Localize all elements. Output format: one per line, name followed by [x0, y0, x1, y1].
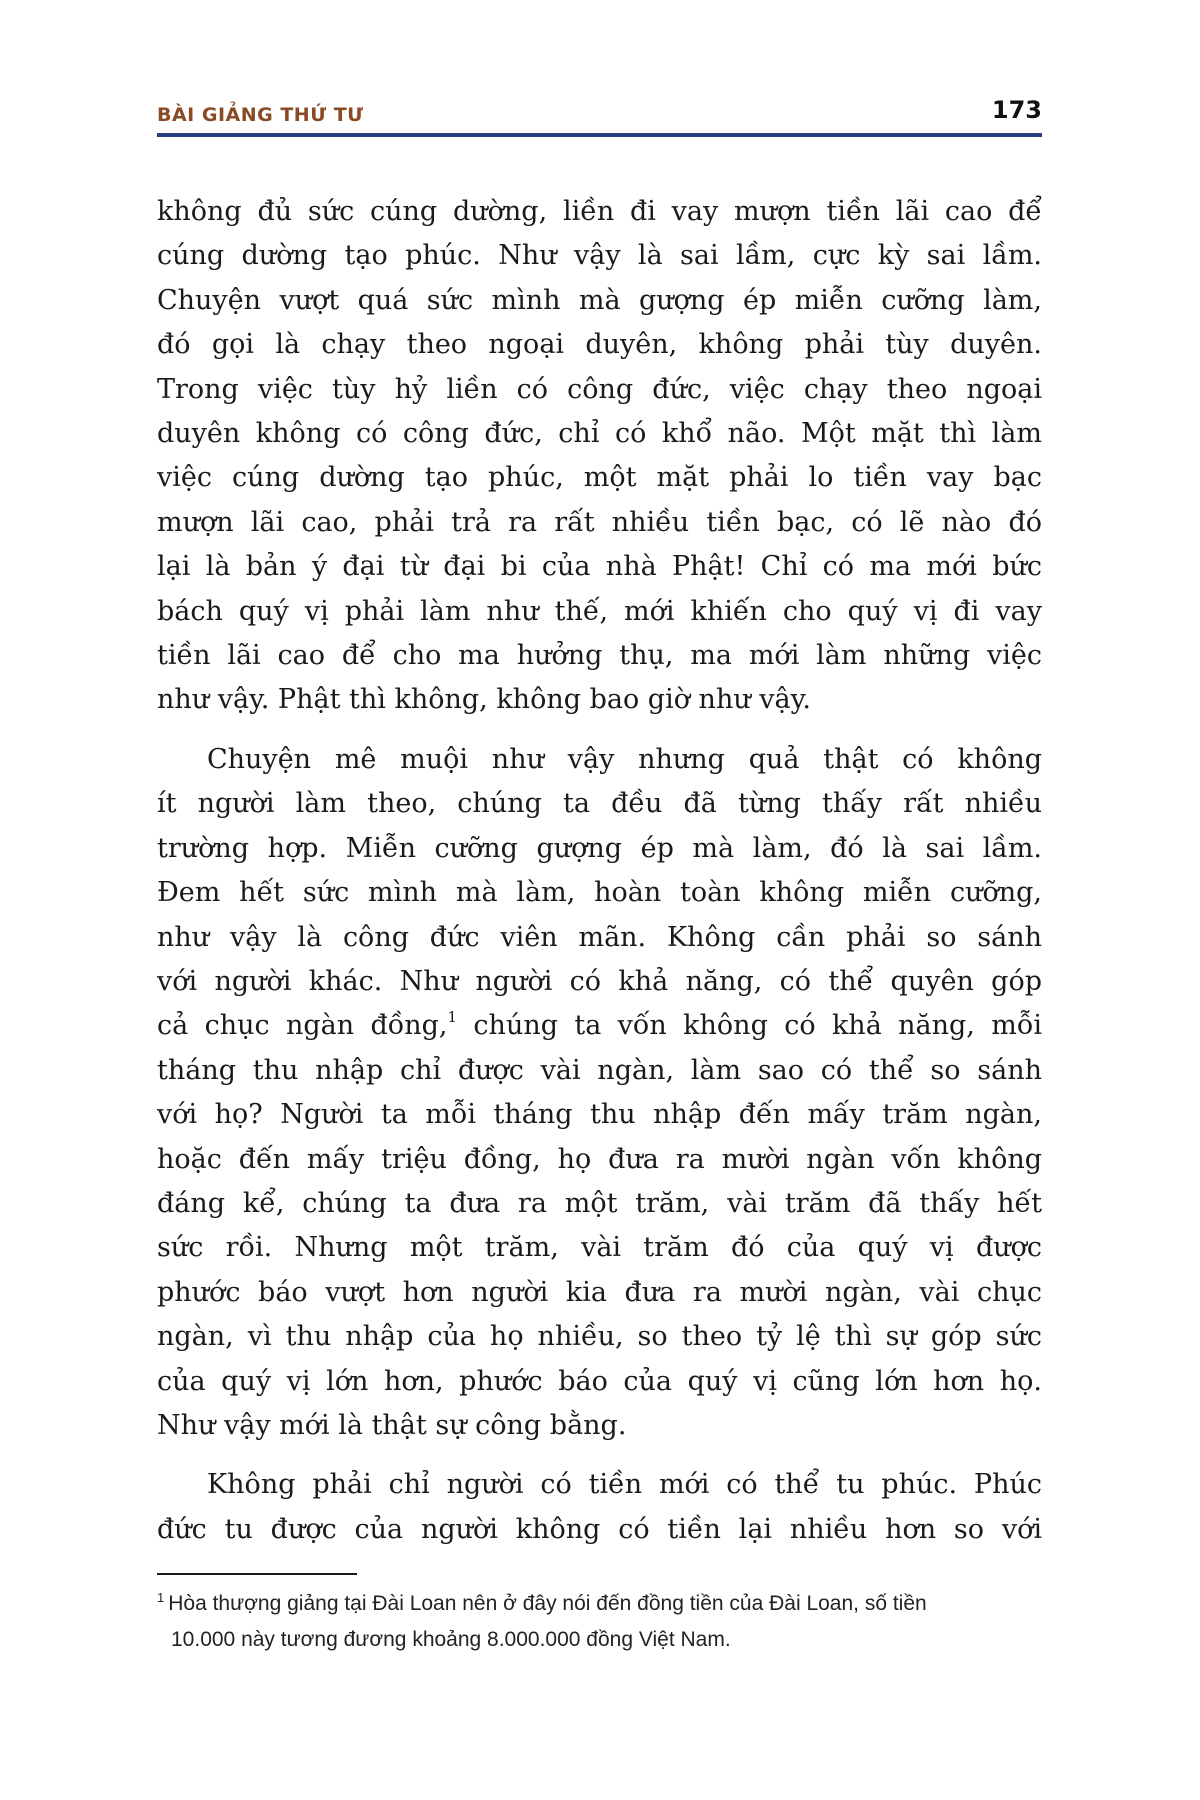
text-line: như vậy. Phật thì không, không bao giờ như vậy. — [157, 684, 811, 716]
text-line: Đem hết sức mình mà làm, hoàn toàn không miễn cưỡng, — [157, 877, 1042, 909]
text-line: với người khác. Như người có khả năng, có thể quyên góp — [157, 965, 1042, 997]
text-line-with-footnote — [157, 1004, 1042, 1048]
text-line: của quý vị lớn hơn, phước báo của quý vị cũng lớn hơn họ. — [157, 1365, 1042, 1397]
text-line: lại là bản ý đại từ đại bi của nhà Phật! Chỉ có ma mới bức — [157, 551, 1042, 583]
text-fragment: cả chục ngàn đồng, — [157, 1010, 448, 1042]
text-line: đó gọi là chạy theo ngoại duyên, không phải tùy duyên. — [157, 329, 1042, 361]
chapter-title: BÀI GIẢNG THỨ TƯ — [157, 104, 364, 126]
text-fragment: chúng ta vốn không có khả năng, mỗi — [457, 1010, 1042, 1042]
footnote-number: 1 — [157, 1590, 165, 1605]
footnote-line — [157, 1586, 1042, 1622]
text-line: đáng kể, chúng ta đưa ra một trăm, vài trăm đã thấy hết — [157, 1187, 1042, 1219]
text-line: ít người làm theo, chúng ta đều đã từng thấy rất nhiều — [157, 788, 1042, 820]
text-line: Chuyện vượt quá sức mình mà gượng ép miễn cưỡng làm, — [157, 284, 1042, 316]
text-line: bách quý vị phải làm như thế, mới khiến cho quý vị đi vay — [157, 595, 1042, 627]
text-line: Trong việc tùy hỷ liền có công đức, việc chạy theo ngoại — [157, 373, 1042, 405]
text-line: đức tu được của người không có tiền lại nhiều hơn so với — [157, 1513, 1042, 1545]
footnote-line: 10.000 này tương đương khoảng 8.000.000 đồng Việt Nam. — [171, 1628, 731, 1651]
text-line: việc cúng dường tạo phúc, một mặt phải lo tiền vay bạc — [157, 462, 1042, 494]
footnote-text: Hòa thượng giảng tại Đài Loan nên ở đây nói đến đồng tiền của Đài Loan, số tiền — [168, 1592, 927, 1615]
text-line: cúng dường tạo phúc. Như vậy là sai lầm, cực kỳ sai lầm. — [157, 240, 1042, 272]
text-line: tiền lãi cao để cho ma hưởng thụ, ma mới làm những việc — [157, 640, 1042, 672]
paragraph-1 — [157, 190, 1042, 723]
text-line: sức rồi. Nhưng một trăm, vài trăm đó của quý vị được — [157, 1232, 1042, 1264]
text-line: Không phải chỉ người có tiền mới có thể tu phúc. Phúc — [207, 1469, 1042, 1501]
paragraph-2 — [157, 738, 1042, 1449]
paragraph-3 — [157, 1463, 1042, 1552]
text-line: phước báo vượt hơn người kia đưa ra mười ngàn, vài chục — [157, 1276, 1042, 1308]
text-line: ngàn, vì thu nhập của họ nhiều, so theo tỷ lệ thì sự góp sức — [157, 1321, 1042, 1353]
footnote-separator — [157, 1573, 357, 1575]
header-rule — [157, 133, 1042, 137]
text-line: như vậy là công đức viên mãn. Không cần phải so sánh — [157, 921, 1042, 953]
text-line: duyên không có công đức, chỉ có khổ não. Một mặt thì làm — [157, 418, 1042, 450]
text-line: tháng thu nhập chỉ được vài ngàn, làm sao có thể so sánh — [157, 1054, 1042, 1086]
text-line: với họ? Người ta mỗi tháng thu nhập đến mấy trăm ngàn, — [157, 1099, 1042, 1131]
footnote-reference[interactable]: 1 — [447, 1008, 458, 1027]
text-line: không đủ sức cúng dường, liền đi vay mượn tiền lãi cao để — [157, 196, 1042, 227]
text-line: trường hợp. Miễn cưỡng gượng ép mà làm, đó là sai lầm. — [157, 832, 1042, 864]
text-line: hoặc đến mấy triệu đồng, họ đưa ra mười ngàn vốn không — [157, 1143, 1042, 1175]
footnote — [157, 1586, 1042, 1658]
text-line: mượn lãi cao, phải trả ra rất nhiều tiền bạc, có lẽ nào đó — [157, 506, 1042, 538]
text-line: Chuyện mê muội như vậy nhưng quả thật có không — [207, 743, 1042, 775]
text-line: Như vậy mới là thật sự công bằng. — [157, 1409, 627, 1441]
page-number: 173 — [991, 96, 1042, 124]
body-text — [157, 190, 1042, 1567]
